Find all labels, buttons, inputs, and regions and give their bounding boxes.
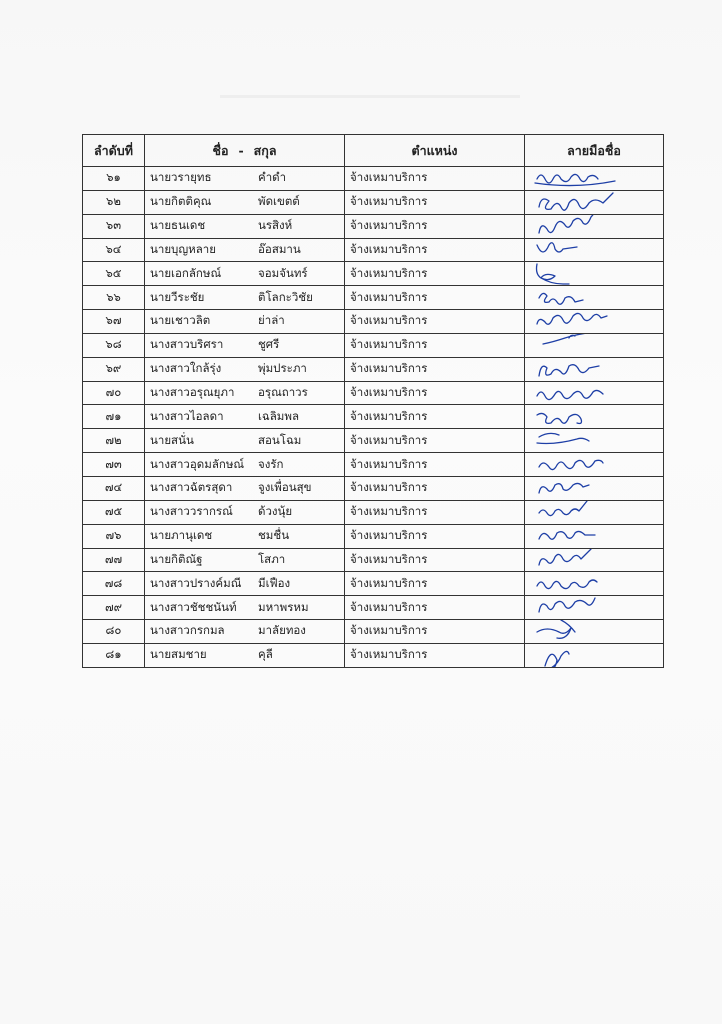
- row-signature: [525, 405, 664, 429]
- row-position: จ้างเหมาบริการ: [345, 286, 525, 310]
- row-full-name: [145, 286, 345, 310]
- table-row: [83, 596, 664, 620]
- row-signature: [525, 596, 664, 620]
- table-row: [83, 620, 664, 644]
- row-last-name: ย่าล่า: [258, 313, 285, 328]
- row-number: ๖๒: [83, 190, 145, 214]
- row-number: ๖๓: [83, 214, 145, 238]
- handwritten-signature: [525, 524, 664, 548]
- row-last-name: เฉลิมพล: [258, 408, 300, 423]
- signature-stroke: [537, 620, 575, 638]
- row-last-name: มาลัยทอง: [258, 623, 306, 638]
- signature-stroke: [535, 174, 615, 185]
- signature-stroke: [537, 313, 607, 324]
- row-last-name: พัดเขตต์: [258, 194, 300, 209]
- handwritten-signature: [525, 190, 664, 214]
- row-full-name: [145, 214, 345, 238]
- header-name-separator: -: [238, 142, 244, 158]
- header-name-first: ชื่อ: [212, 142, 229, 158]
- signature-stroke: [539, 294, 583, 305]
- row-position: จ้างเหมาบริการ: [345, 548, 525, 572]
- row-position: จ้างเหมาบริการ: [345, 524, 525, 548]
- handwritten-signature: [525, 643, 664, 667]
- handwritten-signature: [525, 405, 664, 429]
- row-signature: [525, 190, 664, 214]
- table-row: [83, 310, 664, 334]
- row-full-name: [145, 596, 345, 620]
- row-first-name: นายสมชาย: [150, 647, 207, 662]
- signature-stroke: [539, 531, 595, 539]
- table-row: [83, 214, 664, 238]
- scan-bleed-mark: [220, 95, 520, 98]
- row-full-name: [145, 643, 345, 667]
- signature-stroke: [539, 460, 603, 469]
- row-signature: [525, 476, 664, 500]
- handwritten-signature: [525, 310, 664, 334]
- row-signature: [525, 572, 664, 596]
- row-last-name: นรสิงห์: [258, 218, 293, 233]
- row-number: ๖๑: [83, 167, 145, 191]
- table-row: [83, 524, 664, 548]
- row-signature: [525, 357, 664, 381]
- row-signature: [525, 500, 664, 524]
- table-header-row: [83, 135, 664, 167]
- signature-stroke: [545, 651, 569, 667]
- row-first-name: นายวีระชัย: [150, 289, 205, 304]
- row-full-name: [145, 500, 345, 524]
- row-first-name: นายภานุเดช: [150, 528, 213, 543]
- row-last-name: ด้วงนุ้ย: [258, 504, 293, 519]
- table-row: [83, 190, 664, 214]
- signature-stroke: [537, 414, 582, 424]
- row-last-name: ติโลกะวิชัย: [258, 289, 313, 304]
- row-position: จ้างเหมาบริการ: [345, 572, 525, 596]
- row-last-name: มหาพรหม: [258, 599, 309, 614]
- row-full-name: [145, 333, 345, 357]
- header-number: ลำดับที่: [83, 135, 145, 167]
- row-signature: [525, 381, 664, 405]
- row-number: ๗๕: [83, 500, 145, 524]
- row-number: ๖๔: [83, 238, 145, 262]
- row-signature: [525, 238, 664, 262]
- row-number: ๗๒: [83, 429, 145, 453]
- row-last-name: คุลี: [258, 647, 273, 662]
- row-full-name: [145, 476, 345, 500]
- row-signature: [525, 286, 664, 310]
- row-full-name: [145, 310, 345, 334]
- row-signature: [525, 333, 664, 357]
- table-row: [83, 643, 664, 667]
- staff-signature-table: [82, 134, 664, 668]
- table-row: [83, 548, 664, 572]
- row-position: จ้างเหมาบริการ: [345, 620, 525, 644]
- handwritten-signature: [525, 381, 664, 405]
- table-row: [83, 500, 664, 524]
- row-number: ๗๐: [83, 381, 145, 405]
- row-position: จ้างเหมาบริการ: [345, 596, 525, 620]
- handwritten-signature: [525, 238, 664, 262]
- row-position: จ้างเหมาบริการ: [345, 167, 525, 191]
- row-first-name: นายวรายุทธ: [150, 170, 212, 185]
- row-signature: [525, 548, 664, 572]
- header-signature: ลายมือชื่อ: [525, 135, 664, 167]
- row-position: จ้างเหมาบริการ: [345, 476, 525, 500]
- signature-stroke: [537, 390, 603, 399]
- header-position: ตำแหน่ง: [345, 135, 525, 167]
- handwritten-signature: [525, 476, 664, 500]
- row-last-name: ชูศรี: [258, 337, 280, 352]
- row-last-name: จอมจันทร์: [258, 265, 308, 280]
- row-first-name: นางสาวปรางค์มณี: [150, 575, 242, 590]
- row-first-name: นางสาวกรกมล: [150, 623, 225, 638]
- row-signature: [525, 524, 664, 548]
- row-last-name: อรุณถาวร: [258, 385, 308, 400]
- row-position: จ้างเหมาบริการ: [345, 333, 525, 357]
- table-row: [83, 167, 664, 191]
- row-first-name: นายเอกลักษณ์: [150, 265, 222, 280]
- row-number: ๖๘: [83, 333, 145, 357]
- table-row: [83, 405, 664, 429]
- handwritten-signature: [525, 167, 664, 191]
- signature-stroke: [539, 193, 613, 210]
- row-full-name: [145, 524, 345, 548]
- row-position: จ้างเหมาบริการ: [345, 405, 525, 429]
- row-full-name: [145, 357, 345, 381]
- table-row: [83, 429, 664, 453]
- row-first-name: นางสาวไอลดา: [150, 408, 224, 423]
- row-number: ๗๔: [83, 476, 145, 500]
- row-first-name: นางสาวอุดมลักษณ์: [150, 456, 245, 471]
- row-last-name: สอนโฉม: [258, 432, 302, 447]
- row-full-name: [145, 238, 345, 262]
- signature-stroke: [539, 483, 589, 493]
- row-first-name: นายธนเดช: [150, 218, 206, 233]
- row-number: ๖๖: [83, 286, 145, 310]
- row-first-name: นายกิตติคุณ: [150, 194, 212, 209]
- signature-stroke: [539, 549, 591, 565]
- table-row: [83, 286, 664, 310]
- row-first-name: นางสาวชัชชนันท์: [150, 599, 237, 614]
- signature-stroke: [537, 264, 570, 284]
- row-number: ๗๖: [83, 524, 145, 548]
- handwritten-signature: [525, 214, 664, 238]
- row-signature: [525, 167, 664, 191]
- handwritten-signature: [525, 262, 664, 286]
- row-first-name: นายเชาวลิต: [150, 313, 211, 328]
- handwritten-signature: [525, 333, 664, 357]
- handwritten-signature: [525, 500, 664, 524]
- row-signature: [525, 310, 664, 334]
- row-full-name: [145, 620, 345, 644]
- signature-stroke: [537, 242, 577, 251]
- row-last-name: โสภา: [258, 551, 286, 566]
- handwritten-signature: [525, 357, 664, 381]
- row-position: จ้างเหมาบริการ: [345, 214, 525, 238]
- row-first-name: นางสาวบริศรา: [150, 337, 224, 352]
- row-position: จ้างเหมาบริการ: [345, 190, 525, 214]
- row-position: จ้างเหมาบริการ: [345, 500, 525, 524]
- header-name-last: สกุล: [253, 142, 277, 158]
- signature-stroke: [539, 598, 595, 612]
- row-signature: [525, 214, 664, 238]
- row-number: ๖๗: [83, 310, 145, 334]
- row-last-name: มีเฟือง: [258, 575, 291, 590]
- row-first-name: นายบุญหลาย: [150, 241, 216, 256]
- table-row: [83, 476, 664, 500]
- signature-stroke: [539, 364, 599, 375]
- row-first-name: นายกิติณัฐ: [150, 551, 203, 566]
- row-number: ๗๙: [83, 596, 145, 620]
- row-position: จ้างเหมาบริการ: [345, 238, 525, 262]
- row-number: ๘๐: [83, 620, 145, 644]
- row-last-name: อ๊อสมาน: [258, 241, 301, 256]
- row-full-name: [145, 262, 345, 286]
- table-row: [83, 238, 664, 262]
- signature-stroke: [537, 434, 589, 444]
- row-position: จ้างเหมาบริการ: [345, 262, 525, 286]
- row-signature: [525, 429, 664, 453]
- row-full-name: [145, 548, 345, 572]
- handwritten-signature: [525, 453, 664, 477]
- row-last-name: พุ่มประภา: [258, 361, 307, 376]
- row-position: จ้างเหมาบริการ: [345, 310, 525, 334]
- table-row: [83, 453, 664, 477]
- row-first-name: นายสนั่น: [150, 432, 194, 447]
- row-full-name: [145, 453, 345, 477]
- row-number: ๗๓: [83, 453, 145, 477]
- row-number: ๗๘: [83, 572, 145, 596]
- row-number: ๗๗: [83, 548, 145, 572]
- row-first-name: นางสาวใกล้รุ่ง: [150, 361, 222, 376]
- row-first-name: นางสาววรากรณ์: [150, 504, 233, 519]
- table-row: [83, 262, 664, 286]
- signature-stroke: [543, 333, 595, 344]
- row-last-name: คำดำ: [258, 170, 287, 185]
- handwritten-signature: [525, 429, 664, 453]
- row-number: ๘๑: [83, 643, 145, 667]
- row-signature: [525, 643, 664, 667]
- row-position: จ้างเหมาบริการ: [345, 453, 525, 477]
- row-full-name: [145, 381, 345, 405]
- signature-stroke: [537, 580, 597, 589]
- table-row: [83, 357, 664, 381]
- signature-stroke: [539, 501, 587, 516]
- row-number: ๗๑: [83, 405, 145, 429]
- handwritten-signature: [525, 620, 664, 644]
- row-signature: [525, 620, 664, 644]
- row-position: จ้างเหมาบริการ: [345, 357, 525, 381]
- row-full-name: [145, 429, 345, 453]
- handwritten-signature: [525, 548, 664, 572]
- row-last-name: จงรัก: [258, 456, 284, 471]
- row-number: ๖๕: [83, 262, 145, 286]
- row-position: จ้างเหมาบริการ: [345, 381, 525, 405]
- row-full-name: [145, 405, 345, 429]
- row-first-name: นางสาวฉัตรสุดา: [150, 480, 233, 495]
- table-row: [83, 572, 664, 596]
- row-full-name: [145, 167, 345, 191]
- row-number: ๖๙: [83, 357, 145, 381]
- row-last-name: จูงเพื่อนสุข: [258, 480, 312, 495]
- row-signature: [525, 453, 664, 477]
- row-position: จ้างเหมาบริการ: [345, 429, 525, 453]
- row-signature: [525, 262, 664, 286]
- signature-stroke: [539, 214, 595, 233]
- row-first-name: นางสาวอรุณยุภา: [150, 385, 235, 400]
- table-row: [83, 381, 664, 405]
- row-full-name: [145, 190, 345, 214]
- table-body: [83, 167, 664, 668]
- row-position: จ้างเหมาบริการ: [345, 643, 525, 667]
- header-name: [145, 135, 345, 167]
- table-row: [83, 333, 664, 357]
- row-last-name: ชมชื่น: [258, 528, 290, 543]
- row-full-name: [145, 572, 345, 596]
- handwritten-signature: [525, 596, 664, 620]
- handwritten-signature: [525, 572, 664, 596]
- handwritten-signature: [525, 286, 664, 310]
